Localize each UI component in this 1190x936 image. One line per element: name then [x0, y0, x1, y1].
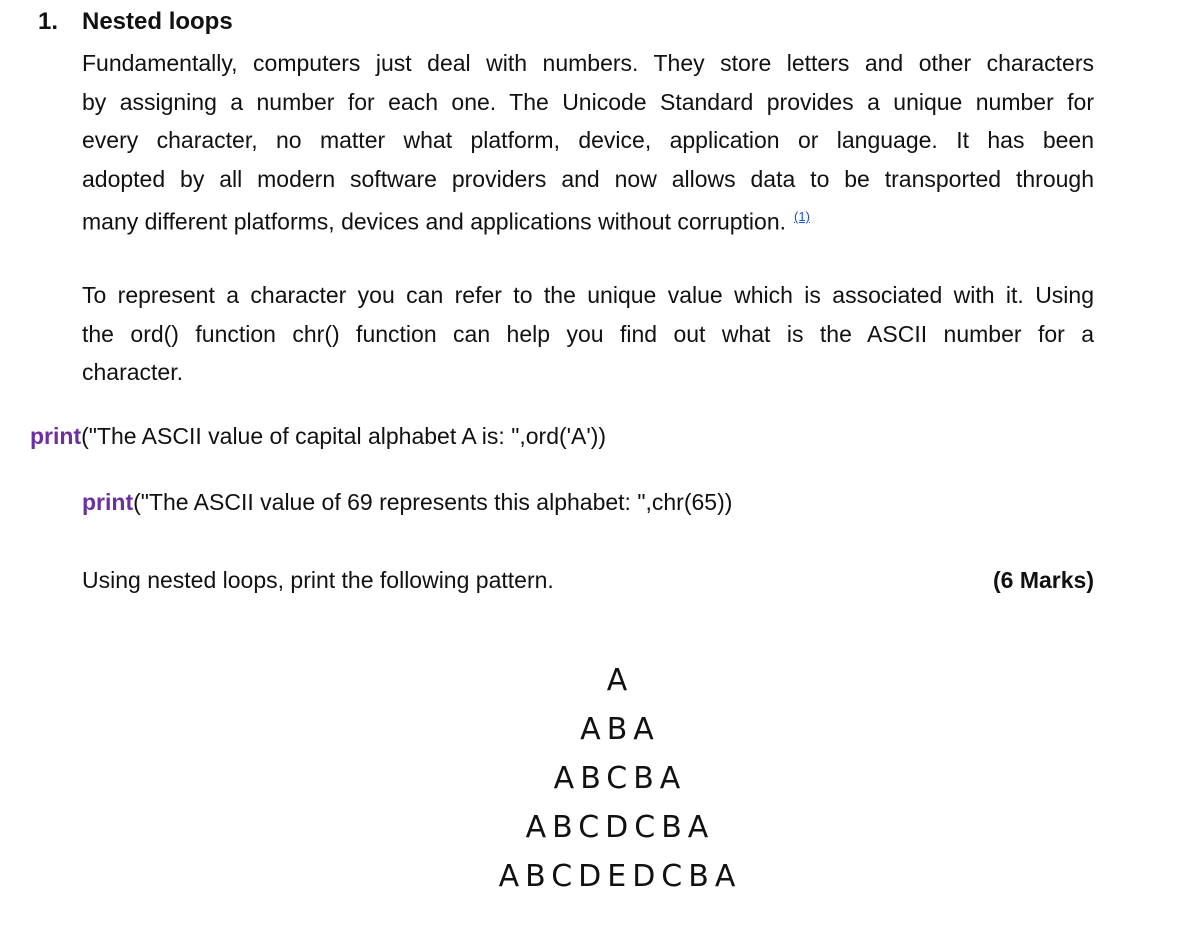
code-keyword-print: print — [30, 423, 82, 449]
code-example-ord — [30, 421, 606, 451]
pattern-row: ABCDEDCBA — [498, 859, 742, 894]
explain-line: character. — [82, 359, 183, 385]
explain-line: To represent a character you can refer to the unique value which is associated with it. Using — [82, 282, 1094, 308]
pattern-row: ABA — [580, 712, 660, 747]
pattern-row: ABCDCBA — [525, 810, 715, 845]
letter-pyramid-pattern — [420, 656, 820, 901]
intro-line: Fundamentally, computers just deal with numbers. They store letters and other characters — [82, 50, 1094, 76]
intro-line-last — [82, 198, 1094, 237]
code-example-chr — [82, 487, 732, 517]
intro-line-text: many different platforms, devices and applications without corruption. — [82, 208, 787, 235]
task-instruction: Using nested loops, print the following pattern. — [82, 567, 554, 593]
pattern-row: ABCBA — [553, 761, 687, 796]
marks-label: (6 Marks) — [993, 567, 1094, 593]
question-number: 1. — [38, 8, 59, 35]
explain-paragraph — [82, 276, 1094, 392]
code-text: ("The ASCII value of 69 represents this alphabet: ",chr(65)) — [133, 489, 733, 515]
intro-line: by assigning a number for each one. The Unicode Standard provides a unique number for — [82, 88, 1094, 115]
explain-line: the ord() function chr() function can help you find out what is the ASCII number for a — [82, 320, 1094, 347]
footnote-link[interactable]: (1) — [794, 209, 810, 224]
intro-paragraph — [82, 44, 1094, 237]
question-title: Nested loops — [82, 8, 233, 35]
intro-line: every character, no matter what platform, device, application or language. It has been — [82, 127, 1094, 153]
intro-line: adopted by all modern software providers and now allows data to be transported through — [82, 165, 1094, 192]
code-keyword-print: print — [82, 489, 134, 515]
code-text: ("The ASCII value of capital alphabet A is: ",ord('A')) — [81, 423, 607, 449]
pattern-row: A — [606, 663, 634, 698]
